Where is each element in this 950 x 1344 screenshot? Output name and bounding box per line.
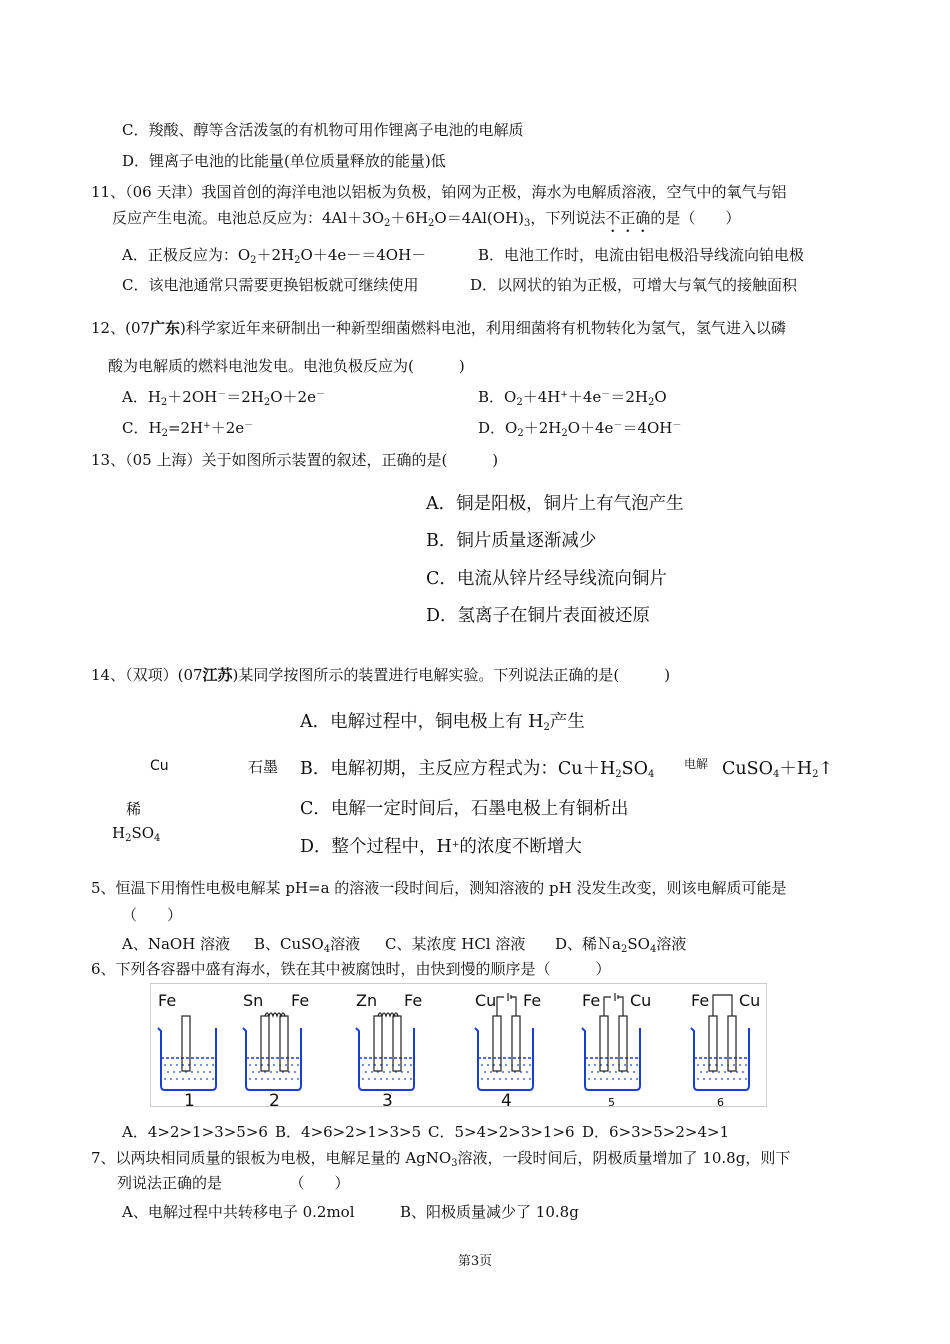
q14-label-cu: Cu — [150, 758, 169, 774]
q11-stem-text: （06 天津）我国首创的海洋电池以铝板为负极，铂网为正极，海水为电解质溶液，空气中的氧气与铝 — [125, 183, 787, 201]
container-4-left-label: Cu — [475, 991, 497, 1010]
container-2-left-label: Sn — [243, 991, 264, 1010]
q14-option-d: D．整个过程中，H+的浓度不断增大 — [300, 837, 582, 857]
q12-province: 广东 — [150, 319, 181, 337]
q14-stem: 14、（双项）(07江苏)某同学按图所示的装置进行电解实验。下列说法正确的是( ) — [91, 666, 671, 684]
q13-stem: 13、（05 上海）关于如图所示装置的叙述，正确的是( ) — [91, 451, 499, 469]
q5-option-a: A、NaOH 溶液 — [122, 935, 231, 953]
q7-stem-line2: 列说法正确的是 （ ） — [117, 1174, 350, 1192]
q7-option-b: B、阳极质量减少了 10.8g — [400, 1203, 579, 1221]
q11-option-a: A．正极反应为：$O_2+2H_2O+4e-=4OH-$ — [122, 246, 427, 266]
q14-option-a: A．电解过程中，铜电极上有 $H_2$产生 — [300, 712, 585, 733]
q13-option-d: D．氢离子在铜片表面被还原 — [426, 606, 651, 626]
q12-stem-line2: 酸为电解质的燃料电池发电。电池负极反应为( ) — [108, 357, 465, 375]
container-2 — [243, 991, 309, 1107]
container-3-left-label: Zn — [356, 991, 378, 1010]
q6-option-c: C．5>4>2>3>1>6 — [428, 1123, 575, 1141]
q11-option-b: B．电池工作时，电流由铝电极沿导线流向铂电极 — [478, 246, 805, 264]
q7-option-a: A、电解过程中共转移电子 0.2mol — [122, 1203, 355, 1221]
container-1-left-label: Fe — [158, 991, 177, 1010]
container-5-number: 5 — [608, 1096, 615, 1107]
q7-stem-line1: 7、以两块相同质量的银板为电极，电解足量的 AgNO$_3$溶液，一段时间后，阴极质量增加了 10.8g，则下 — [91, 1149, 791, 1169]
q13-option-b: B．铜片质量逐渐减少 — [426, 531, 597, 551]
container-2-number: 2 — [269, 1091, 280, 1107]
q6-option-b: B．4>6>2>1>3>5 — [275, 1123, 422, 1141]
q12-option-b: B．$O_2+4H^++4e^-=2H_2O$ — [478, 388, 667, 408]
q5-stem-line2: （ ） — [122, 906, 183, 924]
q13-option-a: A．铜是阳极，铜片上有气泡产生 — [426, 494, 684, 514]
container-6 — [691, 991, 760, 1107]
q12-option-d: D．$O_2+2H_2O+4e^-=4OH^-$ — [478, 419, 682, 439]
q14-label-graphite: 石墨 — [248, 758, 279, 776]
container-6-right-label: Cu — [739, 991, 761, 1010]
q14-option-b: B．电解初期，主反应方程式为：$Cu+H_2SO_4$ — [300, 759, 655, 780]
q5-option-d: D、稀$Na_2SO_4$溶液 — [555, 935, 687, 955]
q5-option-c: C、某浓度 HCl 溶液 — [385, 935, 526, 953]
page-footer: 第3页 — [457, 1254, 493, 1269]
q14-option-c: C．电解一定时间后，石墨电极上有铜析出 — [300, 799, 629, 819]
q12-stem-line1: 12、(07广东)科学家近年来研制出一种新型细菌燃料电池，利用细菌将有机物转化为氢气，氢气进入以磷 — [91, 319, 786, 337]
q12-option-a: A．$H_2+2OH^-=2H_2O+2e^-$ — [122, 388, 325, 408]
q11-stem-line2: 反应产生电流。电池总反应为：$4Al+3O_2+6H_2O=4Al(OH)_3$，下列说法不正确的是（ ） — [112, 209, 741, 229]
q6-option-a: A．4>2>1>3>5>6 — [122, 1123, 268, 1141]
q6-option-d: D．6>3>5>2>4>1 — [582, 1123, 730, 1141]
q14-electrolysis-condition: 电解 — [684, 757, 709, 771]
container-3-right-label: Fe — [404, 991, 423, 1010]
q11-emphasis: 不正确 — [605, 209, 651, 227]
container-6-left-label: Fe — [691, 991, 710, 1010]
container-5-left-label: Fe — [582, 991, 601, 1010]
q5-stem-line1: 5、恒温下用惰性电极电解某 pH=a 的溶液一段时间后，测知溶液的 pH 没发生改变，则该电解质可能是 — [91, 879, 787, 897]
container-4-right-label: Fe — [523, 991, 542, 1010]
container-5 — [582, 991, 651, 1107]
q10-option-c: C．羧酸、醇等含活泼氢的有机物可用作锂离子电池的电解质 — [122, 121, 524, 139]
container-6-number: 6 — [717, 1096, 724, 1107]
q11-option-d: D．以网状的铂为正极，可增大与氧气的接触面积 — [470, 276, 798, 294]
q14-option-b-product: $CuSO_4+H_2↑$ — [722, 759, 834, 780]
container-3 — [356, 991, 422, 1107]
q11-option-c: C．该电池通常只需要更换铝板就可继续使用 — [122, 276, 419, 294]
q14-province: 江苏 — [202, 666, 233, 684]
container-4 — [475, 991, 541, 1107]
container-2-right-label: Fe — [291, 991, 310, 1010]
container-1 — [158, 991, 217, 1107]
container-1-number: 1 — [184, 1091, 195, 1107]
q10-option-d: D．锂离子电池的比能量(单位质量释放的能量)低 — [122, 152, 446, 170]
q5-option-b: B、CuSO$_4$溶液 — [254, 935, 361, 955]
gas-up-arrow-icon: ↑ — [818, 759, 834, 779]
q6-containers-figure — [150, 983, 767, 1107]
container-3-number: 3 — [382, 1091, 393, 1107]
container-5-right-label: Cu — [630, 991, 652, 1010]
q11-stem-line1 — [91, 182, 786, 202]
q14-label-dilute: 稀 — [126, 800, 142, 818]
container-4-number: 4 — [501, 1091, 512, 1107]
q13-option-c: C．电流从锌片经导线流向铜片 — [426, 569, 667, 589]
q6-stem: 6、下列各容器中盛有海水，铁在其中被腐蚀时，由快到慢的顺序是（ ） — [91, 960, 611, 978]
q11-number: 11、 — [91, 183, 126, 201]
q14-label-acid: $H_2SO_4$ — [112, 824, 161, 844]
q12-option-c: C．$H_2=2H^++2e^-$ — [122, 419, 254, 439]
